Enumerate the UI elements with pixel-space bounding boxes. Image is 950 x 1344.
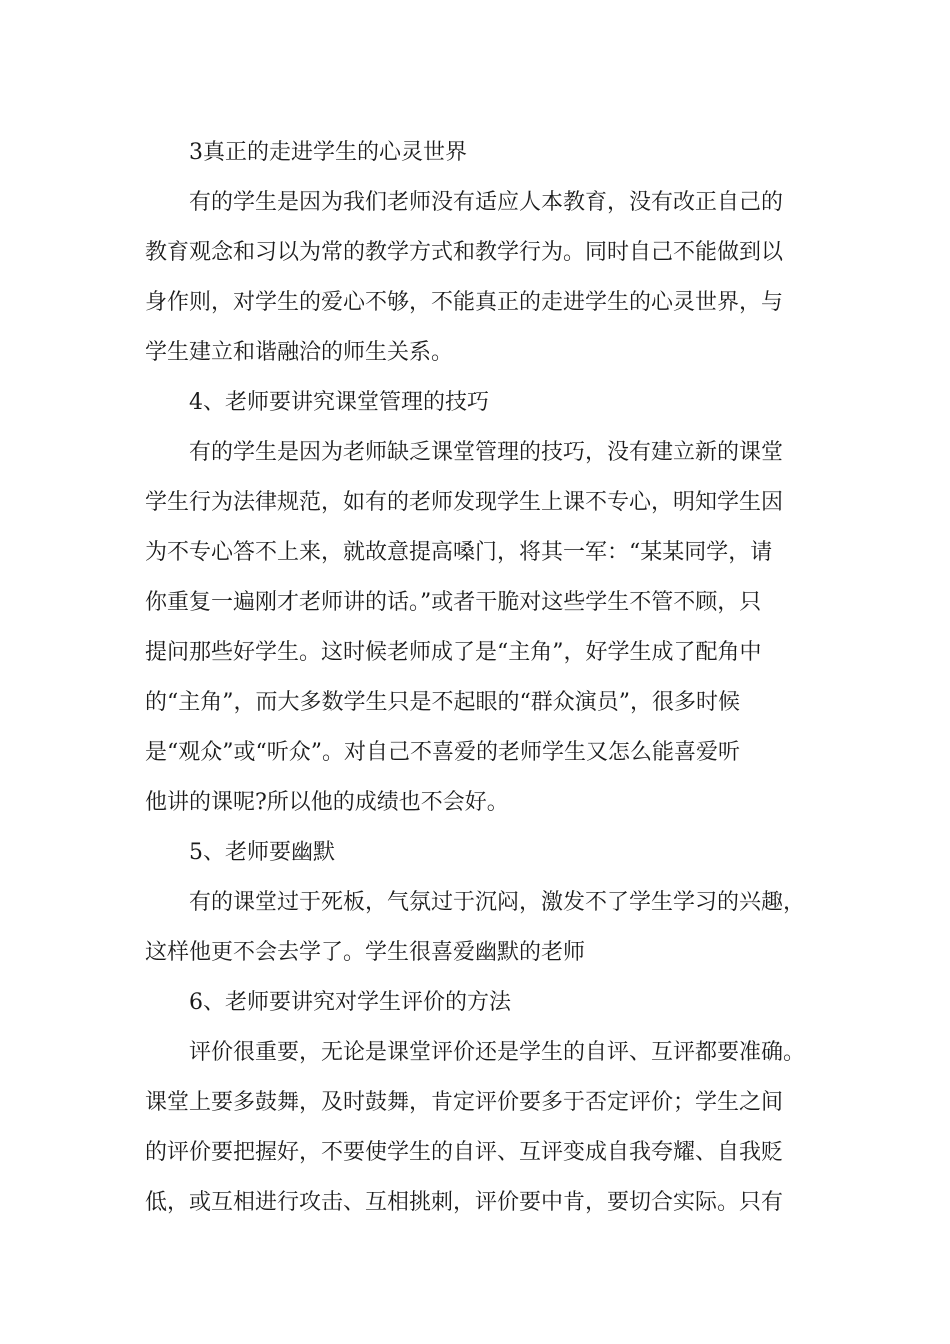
paragraph-line: 的评价要把握好，不要使学生的自评、互评变成自我夸耀、自我贬	[145, 1140, 784, 1165]
paragraph-line: 的“主角”，而大多数学生只是不起眼的“群众演员”，很多时候	[145, 690, 740, 715]
paragraph-line: 学生建立和谐融洽的师生关系。	[145, 340, 454, 365]
paragraph-line: 有的学生是因为老师缺乏课堂管理的技巧，没有建立新的课堂	[189, 440, 784, 465]
paragraph-line: 提问那些好学生。这时候老师成了是“主角”，好学生成了配角中	[145, 640, 762, 665]
paragraph-line: 评价很重要，无论是课堂评价还是学生的自评、互评都要准确。	[189, 1040, 806, 1065]
section-heading: 3真正的走进学生的心灵世界	[189, 140, 467, 165]
paragraph-line: 有的学生是因为我们老师没有适应人本教育，没有改正自己的	[189, 190, 784, 215]
paragraph-line: 是“观众”或“听众”。对自己不喜爱的老师学生又怎么能喜爱听	[145, 740, 740, 765]
paragraph-line: 身作则，对学生的爱心不够，不能真正的走进学生的心灵世界，与	[145, 290, 784, 315]
paragraph-line: 有的课堂过于死板，气氛过于沉闷，激发不了学生学习的兴趣，	[189, 890, 806, 915]
section-heading: 4、老师要讲究课堂管理的技巧	[189, 390, 489, 415]
paragraph-line: 学生行为法律规范，如有的老师发现学生上课不专心，明知学生因	[145, 490, 784, 515]
section-heading: 5、老师要幽默	[189, 840, 335, 865]
paragraph-line: 为不专心答不上来，就故意提高嗓门，将其一军：“某某同学，请	[145, 540, 773, 565]
paragraph-line: 你重复一遍刚才老师讲的话。”或者干脆对这些学生不管不顾，只	[145, 590, 762, 615]
paragraph-line: 他讲的课呢?所以他的成绩也不会好。	[145, 790, 509, 815]
paragraph-line: 课堂上要多鼓舞，及时鼓舞，肯定评价要多于否定评价；学生之间	[145, 1090, 784, 1115]
section-heading: 6、老师要讲究对学生评价的方法	[189, 990, 511, 1015]
paragraph-line: 教育观念和习以为常的教学方式和教学行为。同时自己不能做到以	[145, 240, 784, 265]
paragraph-line: 低，或互相进行攻击、互相挑刺，评价要中肯，要切合实际。只有	[145, 1190, 784, 1215]
paragraph-line: 这样他更不会去学了。学生很喜爱幽默的老师	[145, 940, 586, 965]
document-body	[145, 128, 835, 1228]
